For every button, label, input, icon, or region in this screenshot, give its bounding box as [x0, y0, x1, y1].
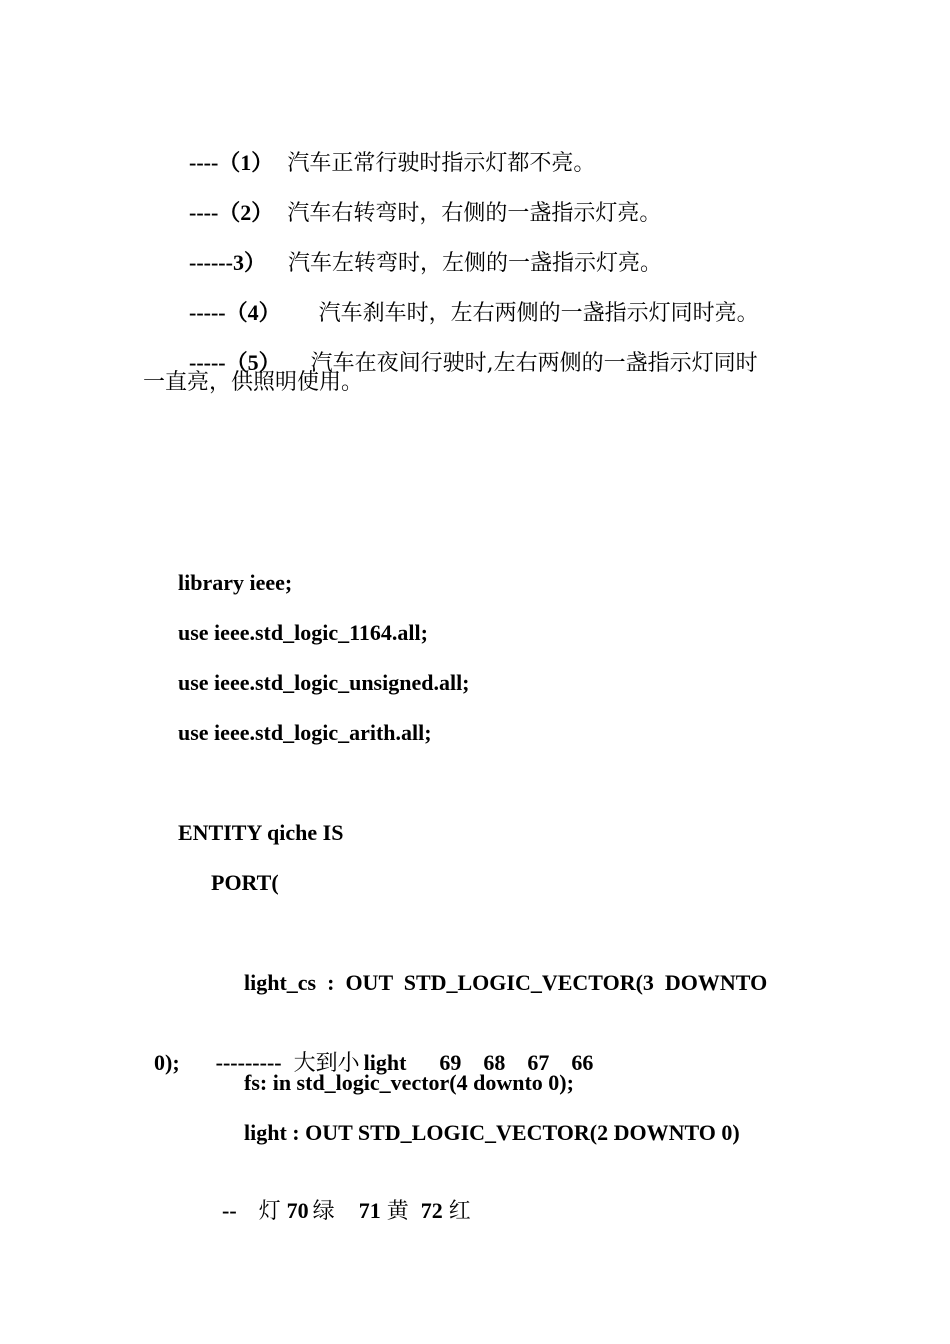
intro-item-5-marker: -----（5） — [189, 350, 281, 375]
intro-continuation: 一直亮，供照明使用。 — [143, 370, 364, 395]
code-fs: fs: in std_logic_vector(4 downto 0); — [244, 1070, 574, 1095]
comment-1-zh: 大到小 — [293, 1051, 360, 1076]
code-use-arith: use ieee.std_logic_arith.all; — [178, 720, 432, 745]
code-library: library ieee; — [178, 570, 293, 595]
intro-item-3-text: 汽车左转弯时，左侧的一盏指示灯亮。 — [287, 251, 662, 276]
intro-item-1-marker: ----（1） — [189, 150, 274, 175]
intro-item-3-marker: ------3） — [189, 250, 266, 275]
comment-2-lamp: 灯 — [258, 1199, 281, 1224]
intro-item-4-text: 汽车刹车时，左右两侧的一盏指示灯同时亮。 — [318, 301, 759, 326]
intro-item-5-text: 汽车在夜间行驶时,左右两侧的一盏指示灯同时 — [310, 351, 758, 376]
comment-1-rest: light 69 68 67 66 — [363, 1050, 594, 1075]
code-use-unsigned: use ieee.std_logic_unsigned.all; — [178, 670, 470, 695]
comment-2-dashes: -- — [222, 1198, 237, 1223]
code-light: light : OUT STD_LOGIC_VECTOR(2 DOWNTO 0) — [244, 1120, 740, 1145]
code-light-cs-end: 0); — [154, 1050, 180, 1075]
comment-2-n71: 71 — [358, 1198, 381, 1223]
intro-item-4-marker: -----（4） — [189, 300, 281, 325]
code-entity: ENTITY qiche IS — [178, 820, 344, 845]
intro-item-2-text: 汽车右转弯时，右侧的一盏指示灯亮。 — [287, 201, 662, 226]
intro-item-2-marker: ----（2） — [189, 200, 274, 225]
comment-1-dashes: --------- — [215, 1050, 282, 1075]
code-use-1164: use ieee.std_logic_1164.all; — [178, 620, 428, 645]
code-port: PORT( — [211, 870, 279, 895]
comment-2-red: 红 — [448, 1199, 471, 1224]
code-light-cs: light_cs : OUT STD_LOGIC_VECTOR(3 DOWNTO — [244, 970, 768, 995]
comment-2-line — [211, 1166, 471, 1227]
comment-2-green: 绿 — [312, 1199, 335, 1224]
comment-2-n70: 70 — [286, 1198, 309, 1223]
comment-2-yellow: 黄 — [386, 1199, 409, 1224]
intro-item-1-text: 汽车正常行驶时指示灯都不亮。 — [287, 151, 596, 176]
comment-2-n72: 72 — [420, 1198, 443, 1223]
